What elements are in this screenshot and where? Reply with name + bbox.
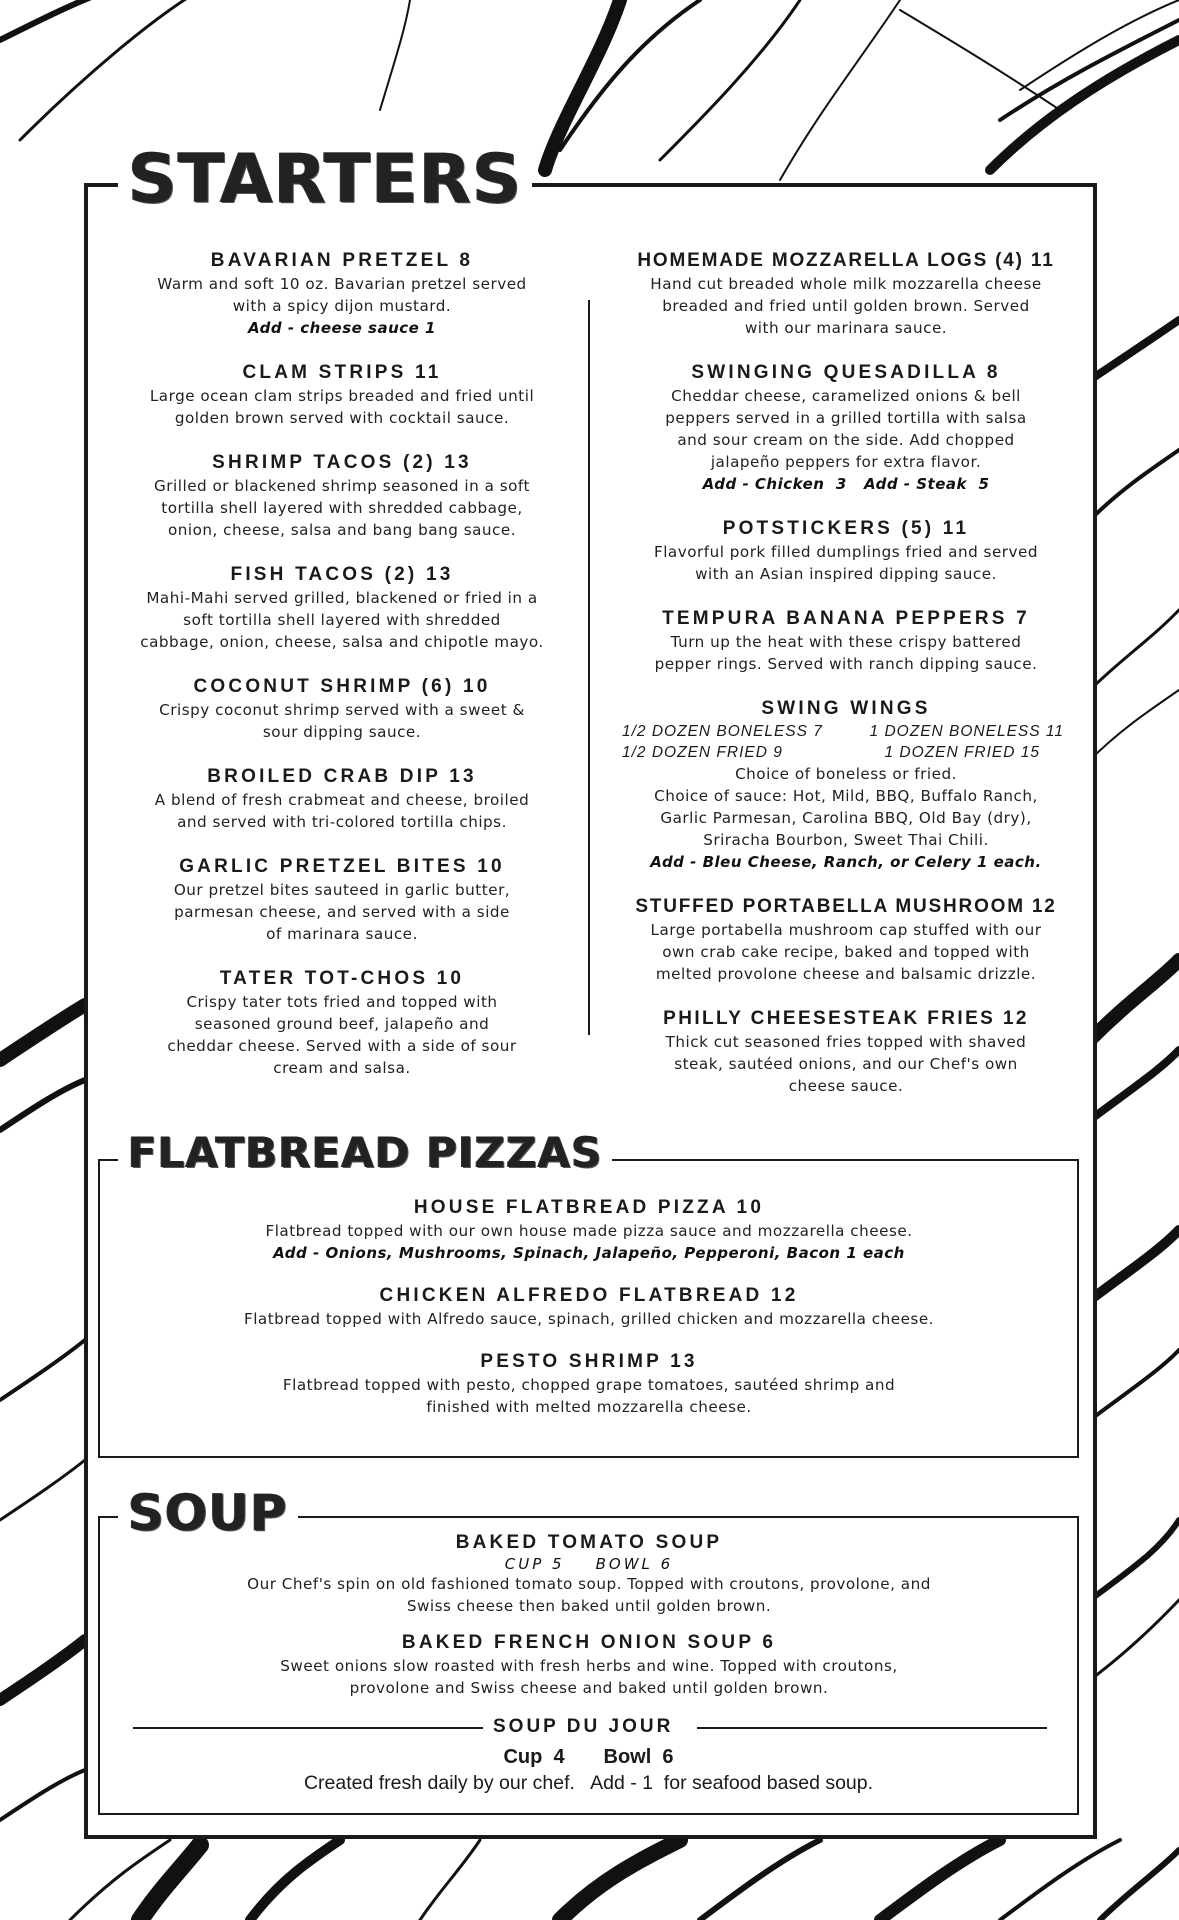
item-desc: Large ocean clam strips breaded and fried until bbox=[149, 387, 535, 405]
item-name: CHICKEN ALFREDO FLATBREAD 12 bbox=[379, 1285, 799, 1306]
item-desc: cheese sauce. bbox=[788, 1077, 904, 1095]
item-name: PHILLY CHEESESTEAK FRIES 12 bbox=[663, 1008, 1029, 1029]
flatbread-title: FLATBREAD PIZZAS bbox=[118, 1132, 612, 1174]
item-desc: breaded and fried until golden brown. Served bbox=[662, 297, 1030, 315]
menu-item-fish-tacos bbox=[112, 563, 572, 653]
item-name: BAKED FRENCH ONION SOUP 6 bbox=[401, 1632, 777, 1653]
soup-title: SOUP bbox=[118, 1488, 298, 1538]
menu-item-coconut-shrimp bbox=[112, 675, 572, 743]
menu-item-tater-tot-chos bbox=[112, 967, 572, 1079]
item-name: BAKED TOMATO SOUP bbox=[455, 1532, 723, 1553]
item-desc: Crispy tater tots fried and topped with bbox=[186, 993, 498, 1011]
soup-du-jour-rule-left bbox=[133, 1727, 483, 1729]
menu-item-tempura-banana-peppers bbox=[612, 607, 1080, 675]
item-addon: Add - Onions, Mushrooms, Spinach, Jalapeño, Pepperoni, Bacon 1 each bbox=[273, 1244, 905, 1262]
item-name: COCONUT SHRIMP (6) 10 bbox=[193, 676, 491, 697]
item-desc: Sriracha Bourbon, Sweet Thai Chili. bbox=[703, 831, 989, 849]
menu-item-stuffed-portabella bbox=[612, 895, 1080, 985]
item-desc: provolone and Swiss cheese and baked until golden brown. bbox=[349, 1679, 829, 1697]
menu-item-french-onion-soup bbox=[110, 1631, 1068, 1699]
item-name: POTSTICKERS (5) 11 bbox=[722, 518, 970, 539]
column-divider bbox=[588, 300, 590, 1035]
menu-item-pesto-shrimp bbox=[110, 1350, 1068, 1418]
item-desc: with an Asian inspired dipping sauce. bbox=[695, 565, 997, 583]
menu-item-potstickers bbox=[612, 517, 1080, 585]
item-desc: melted provolone cheese and balsamic drizzle. bbox=[655, 965, 1037, 983]
menu-item-mozzarella-logs bbox=[612, 249, 1080, 339]
item-desc: Flavorful pork filled dumplings fried and served bbox=[653, 543, 1039, 561]
item-desc: Choice of boneless or fried. bbox=[735, 765, 957, 783]
item-desc: Our Chef's spin on old fashioned tomato soup. Topped with croutons, provolone, and bbox=[247, 1575, 931, 1593]
menu-item-bavarian-pretzel bbox=[112, 249, 572, 339]
item-desc: Swiss cheese then baked until golden brown. bbox=[406, 1597, 772, 1615]
item-desc: own crab cake recipe, baked and topped with bbox=[662, 943, 1030, 961]
item-addon: Add - cheese sauce 1 bbox=[248, 319, 436, 337]
item-desc: onion, cheese, salsa and bang bang sauce. bbox=[167, 521, 517, 539]
item-addon: Add - Bleu Cheese, Ranch, or Celery 1 each. bbox=[650, 853, 1042, 871]
item-desc: Crispy coconut shrimp served with a sweet & bbox=[159, 701, 525, 719]
item-name: CLAM STRIPS 11 bbox=[242, 362, 442, 383]
item-desc: parmesan cheese, and served with a side bbox=[174, 903, 510, 921]
wing-options-row bbox=[612, 721, 1080, 742]
item-desc: Thick cut seasoned fries topped with shaved bbox=[665, 1033, 1027, 1051]
starters-right-column bbox=[612, 249, 1080, 1097]
menu-item-garlic-pretzel-bites bbox=[112, 855, 572, 945]
menu-item-shrimp-tacos bbox=[112, 451, 572, 541]
item-desc: Flatbread topped with Alfredo sauce, spinach, grilled chicken and mozzarella cheese. bbox=[243, 1310, 935, 1328]
item-desc: and sour cream on the side. Add chopped bbox=[677, 431, 1015, 449]
item-name: BAVARIAN PRETZEL 8 bbox=[210, 250, 474, 271]
item-desc: Turn up the heat with these crispy battered bbox=[670, 633, 1022, 651]
item-sizes: CUP 5 BOWL 6 bbox=[504, 1555, 674, 1573]
soup-items bbox=[110, 1531, 1068, 1699]
item-desc: Choice of sauce: Hot, Mild, BBQ, Buffalo Ranch, bbox=[654, 787, 1038, 805]
item-desc: and served with tri-colored tortilla chips. bbox=[177, 813, 507, 831]
item-desc: tortilla shell layered with shredded cabbage, bbox=[161, 499, 523, 517]
menu-item-baked-tomato-soup bbox=[110, 1531, 1068, 1617]
item-name: HOMEMADE MOZZARELLA LOGS (4) 11 bbox=[637, 250, 1055, 271]
item-name: SHRIMP TACOS (2) 13 bbox=[212, 452, 472, 473]
starters-title: STARTERS bbox=[118, 146, 532, 214]
item-name: GARLIC PRETZEL BITES 10 bbox=[179, 856, 505, 877]
item-desc: A blend of fresh crabmeat and cheese, broiled bbox=[154, 791, 530, 809]
menu-item-clam-strips bbox=[112, 361, 572, 429]
wing-option: 1 DOZEN FRIED 15 bbox=[884, 744, 1040, 761]
item-name: SWING WINGS bbox=[761, 698, 931, 719]
item-desc: Hand cut breaded whole milk mozzarella cheese bbox=[650, 275, 1042, 293]
item-desc: Flatbread topped with pesto, chopped grape tomatoes, sautéed shrimp and bbox=[282, 1376, 896, 1394]
item-desc: Flatbread topped with our own house made pizza sauce and mozzarella cheese. bbox=[265, 1222, 913, 1240]
soup-du-jour-rule-right bbox=[697, 1727, 1047, 1729]
item-desc: cream and salsa. bbox=[273, 1059, 411, 1077]
soup-du-jour-note: Created fresh daily by our chef. Add - 1 for seafood based soup. bbox=[303, 1772, 874, 1794]
item-name: TATER TOT-CHOS 10 bbox=[219, 968, 465, 989]
item-name: SWINGING QUESADILLA 8 bbox=[691, 362, 1001, 383]
item-desc: finished with melted mozzarella cheese. bbox=[426, 1398, 752, 1416]
item-name: HOUSE FLATBREAD PIZZA 10 bbox=[413, 1197, 765, 1218]
menu-item-chicken-alfredo-flatbread bbox=[110, 1284, 1068, 1330]
wing-options-row bbox=[612, 742, 1080, 763]
item-desc: of marinara sauce. bbox=[266, 925, 418, 943]
item-desc: Cheddar cheese, caramelized onions & bell bbox=[671, 387, 1021, 405]
item-name: STUFFED PORTABELLA MUSHROOM 12 bbox=[635, 896, 1057, 917]
soup-du-jour-prices: Cup 4 Bowl 6 bbox=[503, 1746, 674, 1768]
menu-item-swinging-quesadilla bbox=[612, 361, 1080, 495]
item-desc: seasoned ground beef, jalapeño and bbox=[194, 1015, 490, 1033]
wing-option: 1/2 DOZEN FRIED 9 bbox=[622, 744, 783, 761]
item-desc: peppers served in a grilled tortilla with salsa bbox=[665, 409, 1027, 427]
item-desc: cabbage, onion, cheese, salsa and chipotle mayo. bbox=[140, 633, 544, 651]
menu-item-broiled-crab-dip bbox=[112, 765, 572, 833]
item-desc: sour dipping sauce. bbox=[262, 723, 422, 741]
item-desc: cheddar cheese. Served with a side of sour bbox=[167, 1037, 517, 1055]
item-desc: Sweet onions slow roasted with fresh herbs and wine. Topped with croutons, bbox=[280, 1657, 898, 1675]
item-desc: soft tortilla shell layered with shredded bbox=[183, 611, 501, 629]
item-desc: Mahi-Mahi served grilled, blackened or fried in a bbox=[146, 589, 538, 607]
item-desc: Large portabella mushroom cap stuffed with our bbox=[650, 921, 1042, 939]
item-desc: pepper rings. Served with ranch dipping sauce. bbox=[654, 655, 1038, 673]
item-desc: with a spicy dijon mustard. bbox=[232, 297, 452, 315]
item-addon: Add - Chicken 3 Add - Steak 5 bbox=[702, 475, 990, 493]
wing-option: 1 DOZEN BONELESS 11 bbox=[869, 723, 1064, 740]
item-name: PESTO SHRIMP 13 bbox=[480, 1351, 698, 1372]
wing-option: 1/2 DOZEN BONELESS 7 bbox=[622, 723, 823, 740]
starters-left-column bbox=[112, 249, 572, 1079]
item-name: TEMPURA BANANA PEPPERS 7 bbox=[662, 608, 1030, 629]
menu-item-house-flatbread bbox=[110, 1196, 1068, 1264]
item-desc: Grilled or blackened shrimp seasoned in a soft bbox=[154, 477, 530, 495]
flatbread-items bbox=[110, 1196, 1068, 1418]
item-desc: golden brown served with cocktail sauce. bbox=[174, 409, 510, 427]
menu-item-philly-cheesesteak-fries bbox=[612, 1007, 1080, 1097]
soup-du-jour-title: SOUP DU JOUR bbox=[493, 1716, 674, 1737]
item-desc: Garlic Parmesan, Carolina BBQ, Old Bay (dry), bbox=[660, 809, 1032, 827]
item-desc: Our pretzel bites sauteed in garlic butter, bbox=[173, 881, 511, 899]
item-desc: jalapeño peppers for extra flavor. bbox=[710, 453, 982, 471]
item-desc: Warm and soft 10 oz. Bavarian pretzel served bbox=[157, 275, 527, 293]
item-name: FISH TACOS (2) 13 bbox=[230, 564, 454, 585]
menu-item-swing-wings bbox=[612, 697, 1080, 873]
item-desc: steak, sautéed onions, and our Chef's own bbox=[674, 1055, 1018, 1073]
item-desc: with our marinara sauce. bbox=[744, 319, 948, 337]
item-name: BROILED CRAB DIP 13 bbox=[207, 766, 477, 787]
